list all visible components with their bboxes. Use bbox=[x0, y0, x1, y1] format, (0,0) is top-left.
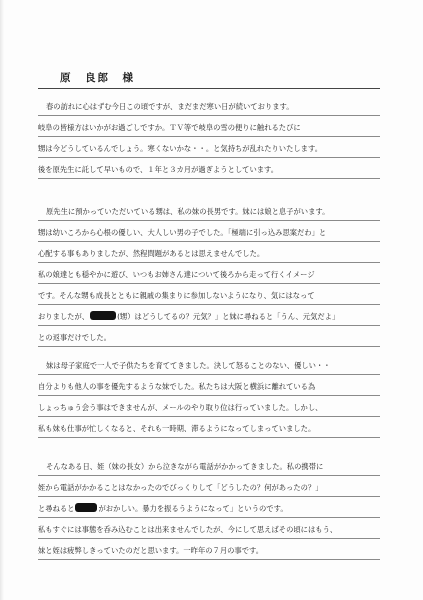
paragraph-2 bbox=[38, 200, 380, 347]
line-text: 後を原先生に託して早いもので、１年と３カ月が過ぎようとしています。 bbox=[38, 165, 279, 174]
line-text: 甥は今どうしているんでしょう。寒くないかな・・。と気持ちが乱れたりいたします。 bbox=[38, 144, 322, 153]
line-text: (甥）はどうしてるの？元気？」と妹に尋ねると「うん、元気だよ」 bbox=[117, 312, 340, 321]
line-text: 妹は母子家庭で一人で子供たちを育ててきました。決して怒ることのない、優しい・・ bbox=[46, 361, 331, 370]
title-underline bbox=[38, 88, 380, 89]
text-line bbox=[38, 455, 380, 476]
line-text: 私も妹も仕事が忙しくなると、それも一時期、滞るようになってしまっていました。 bbox=[38, 424, 316, 433]
paragraph-3 bbox=[38, 354, 380, 438]
line-text: 妹と姪は疲弊しきっていたのだと思います。一昨年の７月の事です。 bbox=[38, 546, 264, 555]
text-line bbox=[38, 354, 380, 375]
text-line bbox=[38, 284, 380, 305]
scan-edge-shadow bbox=[0, 0, 4, 600]
paragraph-1 bbox=[38, 95, 380, 179]
text-line bbox=[38, 417, 380, 438]
line-text: しょっちゅう会う事はできませんが、メールのやり取り位は行っていました。しかし、 bbox=[38, 403, 323, 412]
text-line bbox=[38, 326, 380, 347]
text-line bbox=[38, 518, 380, 539]
text-line bbox=[38, 242, 380, 263]
redaction-mark bbox=[90, 311, 116, 320]
line-text: 春の訪れに心はずむ今日この頃ですが、まだまだ寒い日が続いております。 bbox=[46, 102, 294, 111]
line-text: がおかしい。暴力を振るうようになって」というのです。 bbox=[98, 504, 288, 513]
letter-addressee: 原 良郎 様 bbox=[60, 72, 135, 84]
redaction-mark bbox=[75, 503, 97, 512]
line-text: 岐阜の皆様方はいかがお過ごしですか。ＴＶ等で岐阜の雪の便りに触れるたびに bbox=[38, 123, 301, 132]
line-text: おりましたが、 bbox=[38, 312, 90, 321]
text-line bbox=[38, 221, 380, 242]
text-line bbox=[38, 116, 380, 137]
text-line bbox=[38, 375, 380, 396]
text-line bbox=[38, 305, 380, 326]
line-text: との返事だけでした。 bbox=[38, 333, 111, 342]
text-line bbox=[38, 158, 380, 179]
text-line bbox=[38, 200, 380, 221]
line-text: と尋ねると bbox=[38, 504, 75, 513]
line-text: です。そんな甥も成長とともに親戚の集まりに参加しないようになり、気にはなって bbox=[38, 291, 315, 300]
text-line bbox=[38, 396, 380, 417]
text-line bbox=[38, 137, 380, 158]
line-text: 心配する事もありましたが、然程問題があるとは思えませんでした。 bbox=[38, 249, 265, 258]
text-line bbox=[38, 476, 380, 497]
text-line bbox=[38, 497, 380, 518]
line-text: そんなある日、姪（妹の長女）から泣きながら電話がかかってきました。私の携帯に bbox=[46, 462, 324, 471]
text-line bbox=[38, 95, 380, 116]
paragraph-4 bbox=[38, 455, 380, 560]
line-text: 私もすぐには事態を呑み込むことは出来ませんでしたが、今にして思えばその頃にはもう、 bbox=[38, 525, 338, 534]
line-text: 自分よりも他人の事を優先するような妹でした。私たちは大阪と横浜に離れている為 bbox=[38, 382, 316, 391]
text-line bbox=[38, 263, 380, 284]
line-text: 原先生に預かっていただいている甥は、私の妹の長男です。妹には娘と息子がいます。 bbox=[46, 207, 330, 216]
line-text: 姪から電話がかかることはなかったのでびっくりして「どうしたの？何があったの？」 bbox=[38, 483, 323, 492]
text-line bbox=[38, 539, 380, 560]
line-text: 私の娘達とも穏やかに遊び、いつもお姉さん達について後ろから走って行くイメージ bbox=[38, 270, 315, 279]
line-text: 甥は幼いころから心根の優しい、大人しい男の子でした。「極端に引っ込み思案だわ」と bbox=[38, 228, 327, 237]
